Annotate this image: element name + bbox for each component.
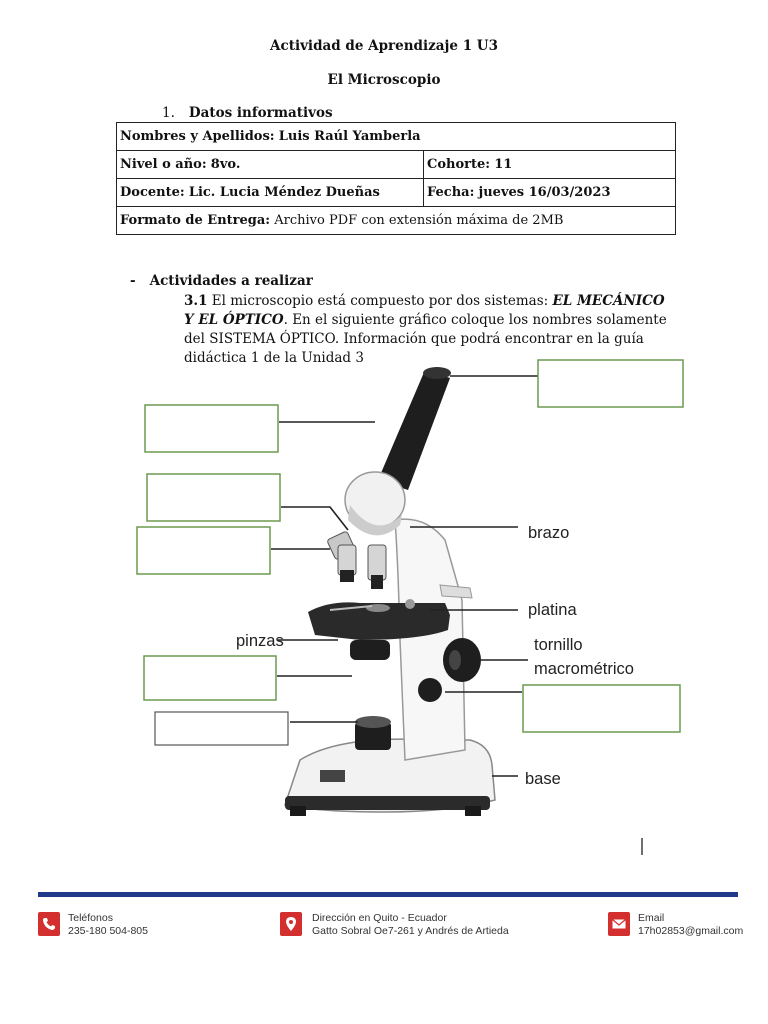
footer-rule [38, 892, 738, 897]
level-cell [117, 151, 424, 179]
answer-box-fine-focus[interactable] [523, 685, 680, 732]
cohort-label: Cohorte: [427, 157, 491, 172]
label-brazo: brazo [528, 524, 570, 542]
answer-box-objectives[interactable] [137, 527, 270, 574]
address-title: Dirección en Quito - Ecuador [312, 912, 447, 924]
table-row [117, 123, 676, 151]
location-icon [280, 912, 302, 936]
footer-phone [38, 912, 148, 938]
activities-heading [130, 273, 313, 289]
level-value: 8vo. [210, 157, 241, 172]
activities-title: Actividades a realizar [149, 273, 313, 289]
phone-title: Teléfonos [68, 912, 113, 924]
objective-lenses [327, 531, 386, 589]
answer-box-eyepiece[interactable] [538, 360, 683, 407]
names-value: Luis Raúl Yamberla [278, 129, 421, 144]
email-icon [608, 912, 630, 936]
bullet: - [130, 273, 136, 289]
phone-icon [38, 912, 60, 936]
activity-title: Actividad de Aprendizaje 1 U3 [270, 38, 498, 54]
phone-value: 235-180 504-805 [68, 925, 148, 937]
section-number: 1. [162, 105, 175, 121]
answer-box-nosepiece[interactable] [147, 474, 280, 521]
eyepiece-tube [345, 367, 451, 535]
info-table [116, 122, 676, 235]
date-label: Fecha: [427, 185, 475, 200]
teacher-cell [117, 179, 424, 207]
label-base: base [525, 770, 561, 788]
label-pinzas: pinzas [236, 632, 284, 650]
footer-email [608, 912, 743, 938]
cohort-cell [424, 151, 676, 179]
email-title: Email [638, 912, 665, 924]
instruction-emphasis: EL MECÁNICO Y EL ÓPTICO [184, 293, 665, 328]
format-cell [117, 207, 676, 235]
level-label: Nivel o año: [120, 157, 207, 172]
answer-box-lamp[interactable] [155, 712, 288, 745]
format-value: Archivo PDF con extensión máxima de 2MB [274, 213, 564, 228]
answer-box-tube[interactable] [145, 405, 278, 452]
label-tornillo: tornillo [534, 636, 583, 654]
label-macrometrico: macrométrico [534, 660, 634, 678]
table-row [117, 207, 676, 235]
item-number: 3.1 [184, 293, 208, 309]
subject-title: El Microscopio [327, 72, 441, 88]
teacher-label: Docente: [120, 185, 185, 200]
teacher-value: Lic. Lucia Méndez Dueñas [188, 185, 380, 200]
instruction-text-b: . En el siguiente gráfico coloque los nombres solamente del SISTEMA ÓPTICO. Información que podrá encontrar en la guía didáctica 1 de la Unidad 3 [184, 312, 667, 366]
format-label: Formato de Entrega: [120, 213, 271, 228]
names-label: Nombres y Apellidos: [120, 129, 275, 144]
date-value: jueves 16/03/2023 [478, 185, 611, 200]
names-cell [117, 123, 676, 151]
answer-box-condenser[interactable] [144, 656, 276, 700]
email-value: 17h02853@gmail.com [638, 925, 744, 937]
section-heading [162, 105, 333, 121]
table-row [117, 151, 676, 179]
light-source [355, 716, 391, 750]
instruction-text-a: El microscopio está compuesto por dos sistemas: [211, 293, 549, 309]
line-nosepiece [281, 507, 348, 530]
address-value: Gatto Sobral Oe7-261 y Andrés de Artieda [312, 925, 509, 937]
table-row [117, 179, 676, 207]
footer-address [280, 912, 509, 938]
section-title: Datos informativos [188, 105, 333, 121]
cohort-value: 11 [494, 157, 513, 172]
label-platina: platina [528, 601, 577, 619]
microscope-diagram [0, 355, 768, 855]
date-cell [424, 179, 676, 207]
